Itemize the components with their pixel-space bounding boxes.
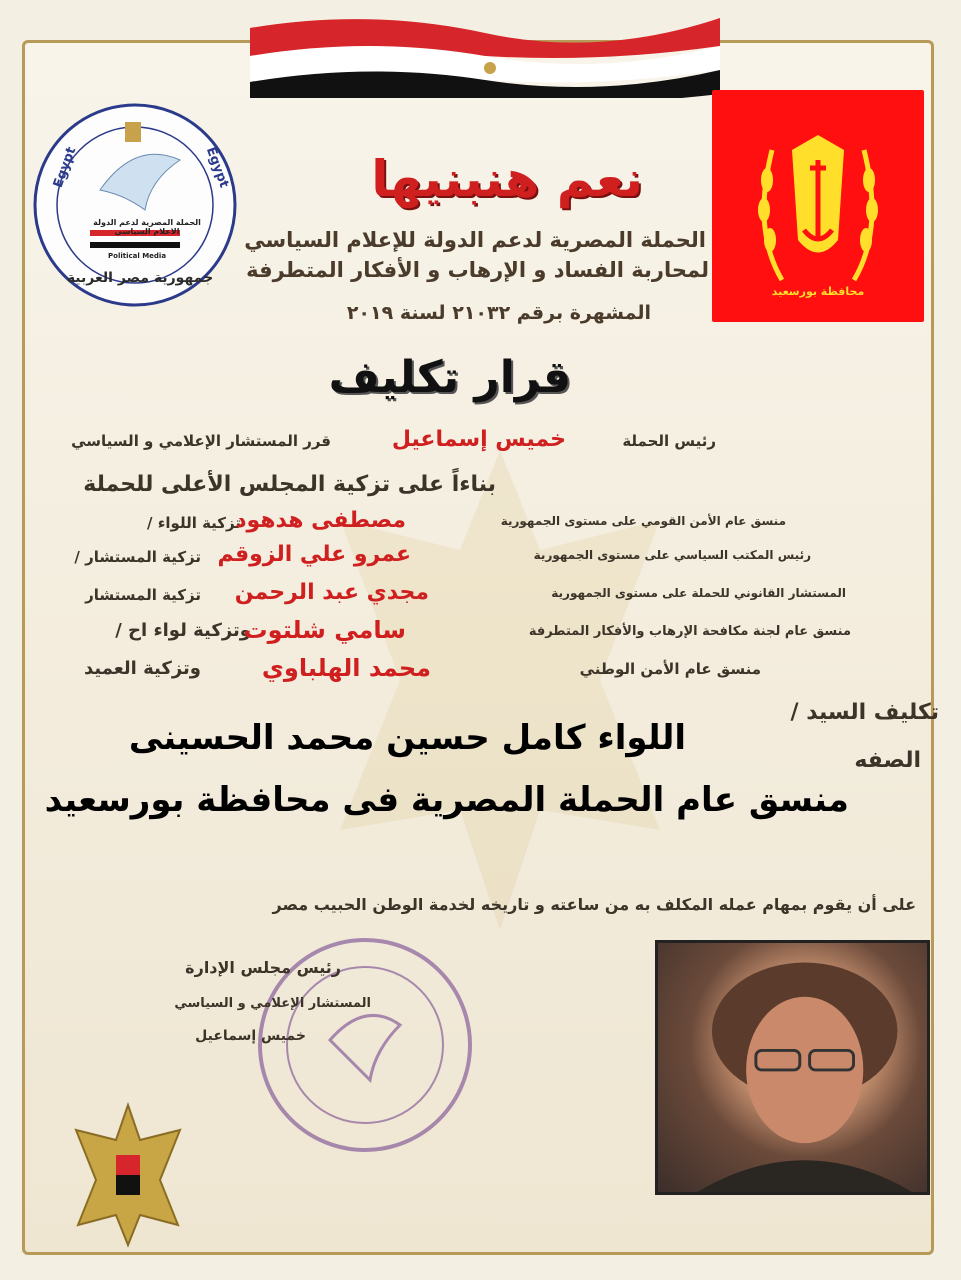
egypt-flag-ribbon [250, 8, 720, 98]
endorsement-1-role: منسق عام الأمن القومي على مستوى الجمهورية [500, 514, 786, 528]
endorsement-5-role: منسق عام الأمن الوطني [579, 660, 761, 678]
page-title: نعم هنبنيها [371, 150, 643, 208]
subtitle-1: الحملة المصرية لدعم الدولة للإعلام السياسي [244, 228, 706, 252]
endorsement-2-name: عمرو علي الزوقم [217, 542, 411, 567]
signature-line-2: المستشار الإعلامي و السياسي [174, 996, 371, 1011]
endorsement-3-name: مجدي عبد الرحمن [234, 580, 429, 605]
decision-line-2: بناءاً على تزكية المجلس الأعلى للحملة [83, 472, 496, 497]
assignee-name: اللواء كامل حسين محمد الحسينى [128, 718, 686, 758]
closing-line: على أن يقوم بمهام عمله المكلف به من ساعته و تاريخه لخدمة الوطن الحبيب مصر [272, 895, 916, 914]
decision-line-1-name: خميس إسماعيل [391, 427, 566, 452]
egypt-eagle-icon [68, 1100, 188, 1250]
endorsement-4-name: سامي شلتوت [243, 616, 406, 644]
decision-line-1-prefix: قرر المستشار الإعلامي و السياسي [71, 432, 331, 450]
logo-country-name: جمهورية مصر العربية [66, 270, 214, 286]
endorsement-1-prefix: تزكية اللواء / [147, 514, 241, 532]
signature-line-3: خميس إسماعيل [195, 1028, 306, 1044]
logo-egypt-right: Egypt [202, 145, 232, 190]
decision-title: قرار تكليف [328, 352, 571, 403]
endorsement-3-role: المستشار القانوني للحملة على مستوى الجمهورية [551, 586, 846, 600]
logo-org-name: الحملة المصرية لدعم الدولة الاعلام السياسي [93, 218, 201, 236]
logo-egypt-left: Egypt [50, 145, 80, 190]
endorsement-4-role: منسق عام لجنة مكافحة الإرهاب والأفكار المتطرفة [528, 624, 851, 639]
endorsement-1-name: مصطفى هدهود [235, 508, 406, 533]
portsaid-emblem [712, 90, 924, 322]
position-label: الصفه [854, 748, 921, 773]
signature-line-1: رئيس مجلس الإدارة [185, 958, 341, 977]
subtitle-2: لمحاربة الفساد و الإرهاب و الأفكار المتطرفة [246, 258, 709, 282]
endorsement-5-name: محمد الهلباوي [261, 654, 431, 682]
endorsement-5-prefix: وتزكية العميد [83, 658, 201, 679]
portrait-person-icon [658, 943, 927, 1192]
logo-political-media: Political Media [108, 252, 167, 260]
subtitle-3: المشهرة برقم ٢١٠٣٢ لسنة ٢٠١٩ [346, 302, 651, 324]
endorsement-3-prefix: تزكية المستشار [85, 586, 201, 604]
emblem-caption: محافظة بورسعيد [771, 285, 865, 298]
assign-label: تكليف السيد / [790, 700, 939, 725]
endorsement-2-prefix: تزكية المستشار / [74, 548, 201, 566]
endorsement-4-prefix: وتزكية لواء اح / [115, 620, 251, 641]
assignee-position: منسق عام الحملة المصرية فى محافظة بورسعيد [44, 780, 849, 820]
decision-line-1-suffix: رئيس الحملة [622, 432, 716, 450]
endorsement-2-role: رئيس المكتب السياسي على مستوى الجمهورية [533, 548, 811, 562]
portrait-photo [655, 940, 930, 1195]
